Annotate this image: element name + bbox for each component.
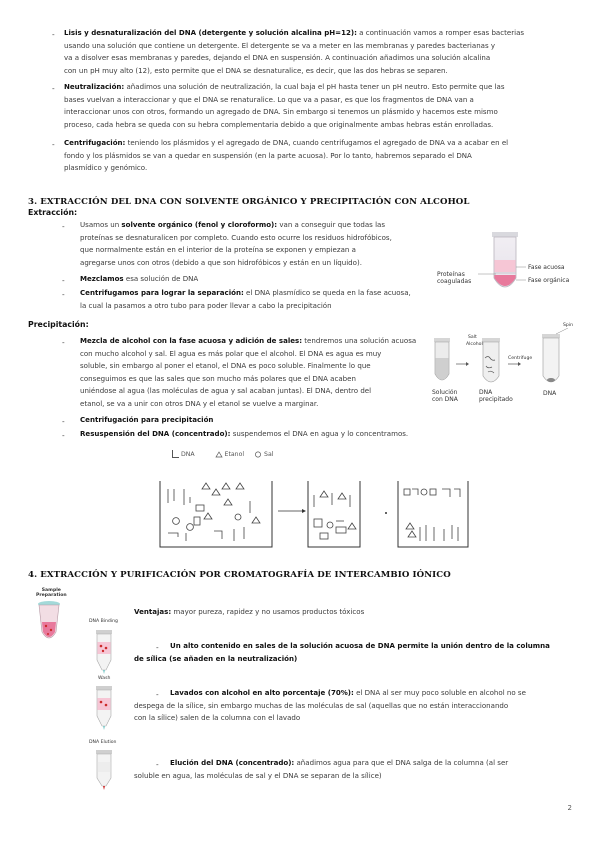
label-spin: Spin <box>563 323 574 328</box>
pointer-line <box>556 328 568 334</box>
bullet-dash: - <box>156 760 159 769</box>
bullet-lavados: Lavados con alcohol en alto porcentaje (70%): el DNA al ser muy poco soluble en alcohol no se despega de la sílice, sin embargo muchas de las moléculas de sal (aquellas que no están interaccionando con la sílice) salen de la columna con el lavado <box>134 688 526 723</box>
legend-etanol: Etanol <box>224 451 245 458</box>
bullet-dash: - <box>62 431 65 440</box>
label-elution: DNA Elution <box>89 740 117 745</box>
label-organic: Fase orgánica <box>528 277 570 284</box>
sample-tube <box>34 600 64 646</box>
tube-dna <box>542 334 560 382</box>
label-centrifuge: Centrifuge <box>508 356 533 361</box>
molecules-mixed <box>168 483 260 541</box>
bullet-dash: - <box>62 417 65 426</box>
beaker-2 <box>308 481 360 547</box>
molecules-final <box>404 489 460 541</box>
label-dna-precip: DNA precipitado <box>479 389 513 403</box>
dna-legend-icon <box>172 450 179 458</box>
bullet-centrifugacion-precip: Centrifugación para precipitación <box>80 415 214 424</box>
arrow-head <box>466 362 469 366</box>
label-proteins: Proteínas coaguladas <box>437 271 472 285</box>
bullet-neutralizacion: Neutralización: añadimos una solución de neutralización, la cual baja el pH hasta tener un pH neutro. Esto permite que las bases vuelvan a interaccionar y que el DNA se renaturalice. Lo que va a pasar, es que los fragmentos de DNA van a interaccionar unos con otros, formando un agregado de DNA. Sin embargo si tenemos un plásmido y hacemos este mismo proceso, cada hebra se queda con su hebra complementaria debido a que originalmente ambas hebras están enrolladas. <box>64 82 505 129</box>
bullet-solvente: Usamos un solvente orgánico (fenol y cloroformo): van a conseguir que todas las proteínas se desnaturalicen por completo. Cuando esto ocurre los residuos hidrofóbicos, que normalmente están en el interior de la proteína se exponen y empiezan a agregarse unos con otros (debido a que son hidrofóbicos y están en un líquido). <box>80 220 392 267</box>
bullet-centrifugacion: Centrifugación: teniendo los plásmidos y el agregado de DNA, cuando centrifugamos el agregado de DNA va a acabar en el fondo y los plásmidos se van a quedar en suspensión (en la parte acuosa). Por lo tanto, habremos separado el DNA plasmídico y genómico. <box>64 138 509 173</box>
bullet-dash: - <box>52 84 55 93</box>
triangle-legend-icon <box>215 451 223 458</box>
section-4-title: 4. EXTRACCIÓN Y PURIFICACIÓN POR CROMATOGRAFÍA DE INTERCAMBIO IÓNICO <box>28 570 451 580</box>
legend-dna: DNA <box>180 451 195 458</box>
elution-column <box>92 750 116 790</box>
extraccion-title: Extracción: <box>28 208 78 217</box>
circle-legend-icon <box>254 451 262 458</box>
bullet-resuspension: Resuspensión del DNA (concentrado): suspendemos el DNA en agua y lo concentramos. <box>80 429 409 438</box>
label-wash: Wash <box>98 676 111 681</box>
tube-cap <box>492 232 518 237</box>
schematic-dot <box>385 512 387 514</box>
bullet-dash: - <box>156 643 159 652</box>
label-sample: Sample Preparation <box>36 588 67 599</box>
precipitation-schematic <box>150 475 480 555</box>
arrow-head <box>518 362 521 366</box>
label-salt: Salt <box>468 335 477 340</box>
legend <box>172 450 274 460</box>
label-binding: DNA Binding <box>89 619 118 624</box>
bullet-alto-contenido: Un alto contenido en sales de la solución acuosa de DNA permite la unión dentro de la columna de sílica (se añaden en la neutralización) <box>134 641 550 663</box>
tube-precipitate <box>482 338 500 382</box>
bullet-dash: - <box>156 690 159 699</box>
aqueous-phase <box>494 260 515 272</box>
bullet-lisis: Lisis y desnaturalización del DNA (detergente y solución alcalina pH=12): a continuación vamos a romper esas bacterias usando una solución que contiene un detergente. El detergente se va a meter en las membranas y paredes bacterianas y va a disolver esas membranas y paredes, dejando el DNA en suspensión. A continuación añadimos una solución alcalina con un pH muy alto (12), esto permite que el DNA se desnaturalice, es decir, que las dos hebras se separen. <box>64 28 525 75</box>
precipitacion-title: Precipitación: <box>28 320 89 329</box>
bullet-elucion: Elución del DNA (concentrado): añadimos agua para que el DNA salga de la columna (al ser soluble en agua, las moléculas de sal y el DNA se separan de la sílice) <box>134 758 509 780</box>
bullet-dash: - <box>62 276 65 285</box>
bullet-mezclamos: Mezclamos esa solución de DNA <box>80 274 199 283</box>
bullet-mezcla-alcohol: Mezcla de alcohol con la fase acuosa y adición de sales: tendremos una solución acuosa con mucho alcohol y sal. El agua es más polar que el alcohol. El DNA es agua es muy soluble, sin embargo al poner el etanol, el DNA es poco soluble. Finalmente lo que conseguimos es que las sales que son mucho más polares que el DNA acaben uniéndose al agua (las moléculas de agua y sal acaban juntas). El DNA, dentro del etanol, se va a unir con otros DNA y el etanol se vuelve a marginar. <box>80 336 417 408</box>
bullet-centrifugamos: Centrifugamos para lograr la separación: el DNA plasmídico se queda en la fase acuosa, la cual la pasamos a otro tubo para poder llevar a cabo la precipitación <box>80 288 411 310</box>
label-dna: DNA <box>543 390 557 397</box>
label-alcohol: Alcohol <box>466 342 483 347</box>
bullet-dash: - <box>52 30 55 39</box>
page-number: 2 <box>567 804 572 812</box>
bullet-dash: - <box>62 222 65 231</box>
label-solution: Solución con DNA <box>432 389 458 403</box>
molecules-separated <box>314 491 356 539</box>
bullet-dash: - <box>52 140 55 149</box>
legend-sal: Sal <box>264 451 274 458</box>
schematic-arrow-head <box>302 509 306 513</box>
label-aqueous: Fase acuosa <box>528 264 565 271</box>
organic-phase <box>494 275 515 286</box>
section-3-title: 3. EXTRACCIÓN DEL DNA CON SOLVENTE ORGÁNICO Y PRECIPITACIÓN CON ALCOHOL <box>28 197 470 207</box>
wash-column <box>92 686 116 730</box>
binding-column <box>92 630 116 674</box>
ventajas-line: Ventajas: mayor pureza, rapidez y no usamos productos tóxicos <box>134 607 365 616</box>
tube-solution <box>434 338 450 380</box>
bullet-dash: - <box>62 290 65 299</box>
bullet-dash: - <box>62 338 65 347</box>
beaker-1 <box>160 481 272 547</box>
